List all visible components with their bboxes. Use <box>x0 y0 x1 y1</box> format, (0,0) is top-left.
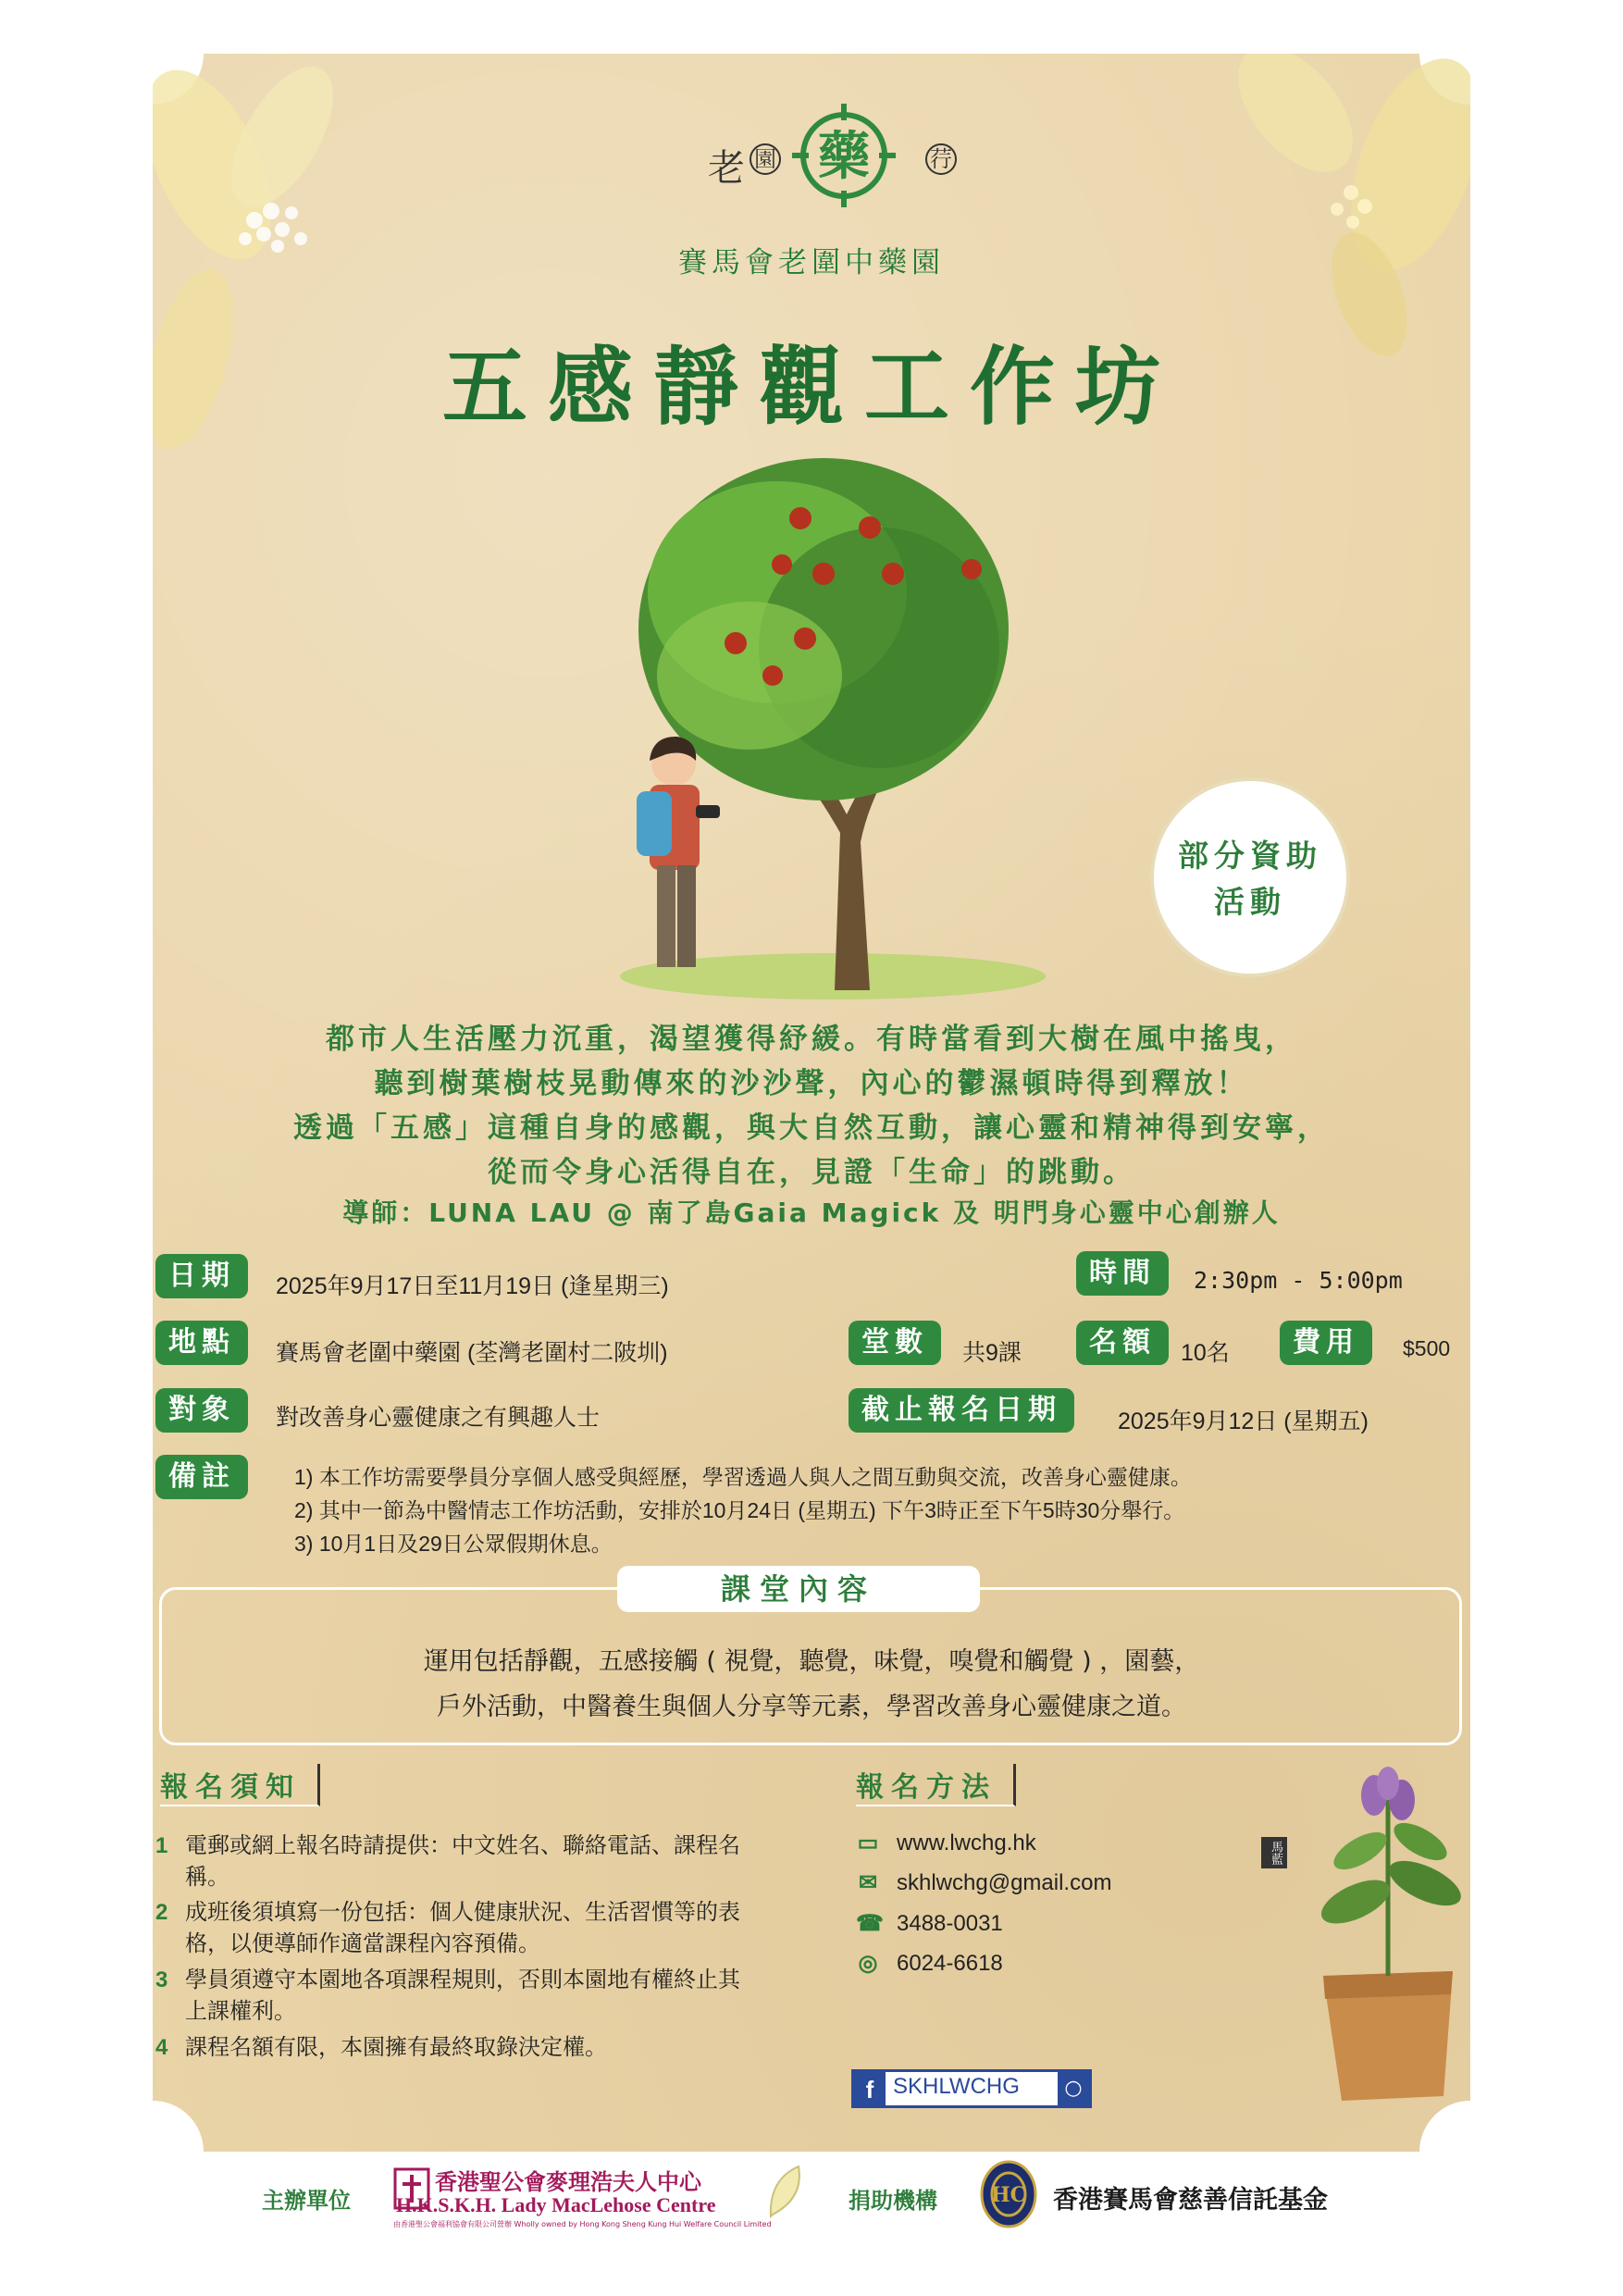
org-name: 賽馬會老圍中藥園 <box>678 246 945 279</box>
phone-icon: ☎ <box>856 1911 884 1936</box>
leaf-icon <box>763 2161 806 2222</box>
course-content-line-1: 運用包括靜觀，五感接觸 ( 視覺，聽覺，味覺，嗅覺和觸覺 ) ，園藝， <box>423 1647 1200 1676</box>
note-text: 成班後須填寫一份包括：個人健康狀況、生活習慣等的表格，以便導師作適當課程內容預備。 <box>185 1900 740 1956</box>
remark-2: 2) 其中一節為中醫情志工作坊活動，安排於10月24日 (星期五) 下午3時正至下午5時30分舉行。 <box>294 1498 1185 1522</box>
deadline-label: 截止報名日期 <box>849 1388 1074 1433</box>
sessions-label: 堂數 <box>849 1321 941 1365</box>
facebook-search-box[interactable] <box>851 2069 1092 2108</box>
fee-label: 費用 <box>1280 1321 1372 1365</box>
target-value: 對改善身心靈健康之有興趣人士 <box>276 1405 601 1431</box>
sponsor-label: 捐助機構 <box>849 2188 937 2214</box>
logo-char-left: 老 <box>708 147 745 190</box>
course-content-line-2: 戶外活動，中醫養生與個人分享等元素，學習改善身心靈健康之道。 <box>437 1693 1186 1721</box>
remark-3: 3) 10月1日及29日公眾假期休息。 <box>294 1532 613 1556</box>
facebook-icon: f <box>854 2072 886 2105</box>
date-value: 2025年9月17日至11月19日 (逢星期三) <box>276 1273 669 1299</box>
intro-line-3: 透過「五感」這種自身的感觀，與大自然互動，讓心靈和精神得到安寧， <box>293 1111 1330 1145</box>
organizer-name-en: H.K.S.K.H. Lady MacLehose Centre <box>396 2193 716 2216</box>
website-row[interactable] <box>856 1830 1036 1856</box>
deadline-value: 2025年9月12日 (星期五) <box>1118 1409 1369 1434</box>
whatsapp-number[interactable]: 6024-6618 <box>897 1951 1003 1976</box>
organizer-label: 主辦單位 <box>262 2188 351 2214</box>
note-item <box>155 1831 759 1893</box>
jockey-club-logo-icon <box>979 2159 1038 2229</box>
phone-row[interactable] <box>856 1910 1003 1937</box>
potted-plant-illustration <box>1305 1763 1471 2105</box>
organizer-name-zh: 香港聖公會麥理浩夫人中心 <box>435 2169 701 2195</box>
svg-text:HC: HC <box>990 2183 1027 2207</box>
search-icon: ○ <box>1058 2072 1089 2105</box>
note-number: 4 <box>155 2035 168 2060</box>
instructor-line: 導師：LUNA LAU @ 南了島Gaia Magick 及 明門身心靈中心創辦人 <box>342 1198 1281 1228</box>
remark-1: 1) 本工作坊需要學員分享個人感受與經歷，學習透過人與人之間互動與交流，改善身心靈健康。 <box>294 1465 1192 1489</box>
note-number: 2 <box>155 1900 168 1925</box>
date-label: 日期 <box>155 1254 248 1298</box>
target-label: 對象 <box>155 1388 248 1433</box>
note-text: 學員須遵守本園地各項課程規則，否則本園地有權終止其上課權利。 <box>185 1967 740 2024</box>
page-title: 五感靜觀工作坊 <box>441 337 1181 437</box>
corner-notch-bl <box>102 2101 204 2203</box>
whatsapp-row[interactable] <box>856 1950 1003 1977</box>
logo-char-right-2: 荇 <box>925 143 957 175</box>
email-link[interactable]: skhlwchg@gmail.com <box>897 1870 1112 1895</box>
quota-label: 名額 <box>1076 1321 1169 1365</box>
herb-garden-logo-icon <box>788 100 899 211</box>
badge-line2: 活動 <box>1214 884 1286 920</box>
sponsor-name: 香港賽馬會慈善信託基金 <box>1053 2186 1328 2215</box>
remarks-label: 備註 <box>155 1455 248 1499</box>
quota-value: 10名 <box>1181 1340 1230 1366</box>
note-number: 1 <box>155 1833 168 1858</box>
plant-name-label: 馬藍 <box>1261 1837 1287 1868</box>
intro-line-4: 從而令身心活得自在，見證「生命」的跳動。 <box>488 1156 1135 1189</box>
sessions-value: 共9課 <box>962 1340 1022 1366</box>
fee-value: $500 <box>1403 1336 1451 1360</box>
corner-notch-br <box>1419 2101 1521 2203</box>
email-row[interactable] <box>856 1869 1111 1896</box>
intro-line-1: 都市人生活壓力沉重，渴望獲得紓緩。有時當看到大樹在風中搖曳， <box>326 1023 1297 1056</box>
note-item <box>155 1897 759 1960</box>
envelope-icon: ✉ <box>858 1870 878 1895</box>
note-text: 課程名額有限，本園擁有最終取錄決定權。 <box>185 2035 607 2060</box>
logo-char-right-1: 園 <box>750 143 781 175</box>
whatsapp-icon: ◎ <box>858 1951 878 1976</box>
venue-label: 地點 <box>155 1321 248 1365</box>
tree-child-illustration <box>592 435 1110 999</box>
svg-text:藥: 藥 <box>818 127 870 187</box>
website-link[interactable]: www.lwchg.hk <box>897 1831 1036 1855</box>
subsidised-badge <box>1150 777 1350 977</box>
note-item <box>155 2032 759 2064</box>
venue-value: 賽馬會老圍中藥園 (荃灣老圍村二陂圳) <box>276 1340 668 1366</box>
facebook-page-name[interactable]: SKHLWCHG <box>893 2074 1020 2099</box>
time-value: 2:30pm - 5:00pm <box>1194 1267 1403 1294</box>
organizer-small-print: 由香港聖公會福利協會有限公司營辦 Wholly owned by Hong Kong Sheng Kung Hui Welfare Council Limited <box>393 2220 772 2228</box>
registration-notes-title: 報名須知 <box>160 1764 320 1806</box>
time-label: 時間 <box>1076 1251 1169 1296</box>
badge-line1: 部分資助 <box>1178 838 1322 874</box>
note-number: 3 <box>155 1967 168 1992</box>
course-content-title: 課堂內容 <box>617 1566 980 1612</box>
note-item <box>155 1965 759 2028</box>
monitor-icon: ▭ <box>857 1831 879 1855</box>
note-text: 電郵或網上報名時請提供：中文姓名、聯絡電話、課程名稱。 <box>185 1833 740 1890</box>
intro-line-2: 聽到樹葉樹枝晃動傳來的沙沙聲，內心的鬱濕頓時得到釋放！ <box>374 1067 1249 1100</box>
phone-number[interactable]: 3488-0031 <box>897 1911 1003 1936</box>
registration-methods-title: 報名方法 <box>856 1764 1016 1806</box>
